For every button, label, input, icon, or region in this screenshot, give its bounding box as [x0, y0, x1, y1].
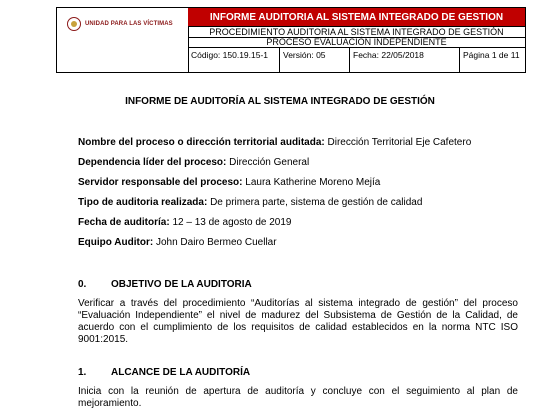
- field-value: Dirección Territorial Eje Cafetero: [324, 137, 472, 148]
- field-label: Tipo de auditoria realizada:: [78, 197, 208, 208]
- section-body-scope: Inicia con la reunión de apertura de auditoría y concluye con el seguimiento al plan de mejoramiento.: [78, 386, 518, 409]
- section-title: ALCANCE DE LA AUDITORÍA: [111, 367, 251, 378]
- field-label: Fecha de auditoría:: [78, 217, 170, 228]
- header-procedure: PROCEDIMIENTO AUDITORIA AL SISTEMA INTEGRADO DE GESTIÓN: [188, 27, 525, 38]
- field-audit-type: [78, 197, 422, 208]
- header-title: INFORME AUDITORIA AL SISTEMA INTEGRADO DE GESTION: [188, 8, 525, 27]
- field-audit-team: [78, 237, 277, 248]
- section-number: 1.: [78, 367, 87, 378]
- field-value: 12 – 13 de agosto de 2019: [169, 217, 292, 228]
- section-title: OBJETIVO DE LA AUDITORIA: [111, 279, 252, 290]
- header-meta-row: [188, 48, 525, 72]
- field-label: Equipo Auditor:: [78, 237, 154, 248]
- field-value: Laura Katherine Moreno Mejía: [242, 177, 381, 188]
- document-header-table: [56, 7, 526, 73]
- logo-text: UNIDAD PARA LAS VÍCTIMAS: [85, 21, 173, 27]
- section-heading-objective: [78, 279, 252, 290]
- field-value: John Dairo Bermeo Cuellar: [153, 237, 277, 248]
- organization-logo: [67, 17, 173, 31]
- field-audit-date: [78, 217, 291, 228]
- header-date: Fecha: 22/05/2018: [350, 48, 460, 72]
- logo-cell: [57, 8, 189, 72]
- section-number: 0.: [78, 279, 87, 290]
- field-label: Servidor responsable del proceso:: [78, 177, 243, 188]
- field-value: Dirección General: [226, 157, 310, 168]
- field-responsible-servant: [78, 177, 380, 188]
- field-lead-dependency: [78, 157, 309, 168]
- field-value: De primera parte, sistema de gestión de calidad: [207, 197, 423, 208]
- field-label: Dependencia líder del proceso:: [78, 157, 227, 168]
- section-body-objective: Verificar a través del procedimiento “Auditorías al sistema integrado de gestión” del proceso “Evaluación Independiente” el nivel de madurez del Subsistema de Gestión de la Calidad, de acuerdo con el cumplimiento de los requisitos de calidad establecidos en la norma NTC ISO 9001:2015.: [78, 298, 518, 345]
- field-label: Nombre del proceso o dirección territorial auditada:: [78, 137, 325, 148]
- seal-icon: [67, 17, 81, 31]
- header-process: PROCESO EVALUACIÓN INDEPENDIENTE: [188, 38, 525, 48]
- field-process-name: [78, 137, 471, 148]
- section-heading-scope: [78, 367, 250, 378]
- header-code: Código: 150.19.15-1: [188, 48, 280, 72]
- document-title: INFORME DE AUDITORÍA AL SISTEMA INTEGRADO DE GESTIÓN: [125, 96, 435, 107]
- header-page: Página 1 de 11: [463, 50, 520, 60]
- header-version: Versión: 05: [280, 48, 350, 72]
